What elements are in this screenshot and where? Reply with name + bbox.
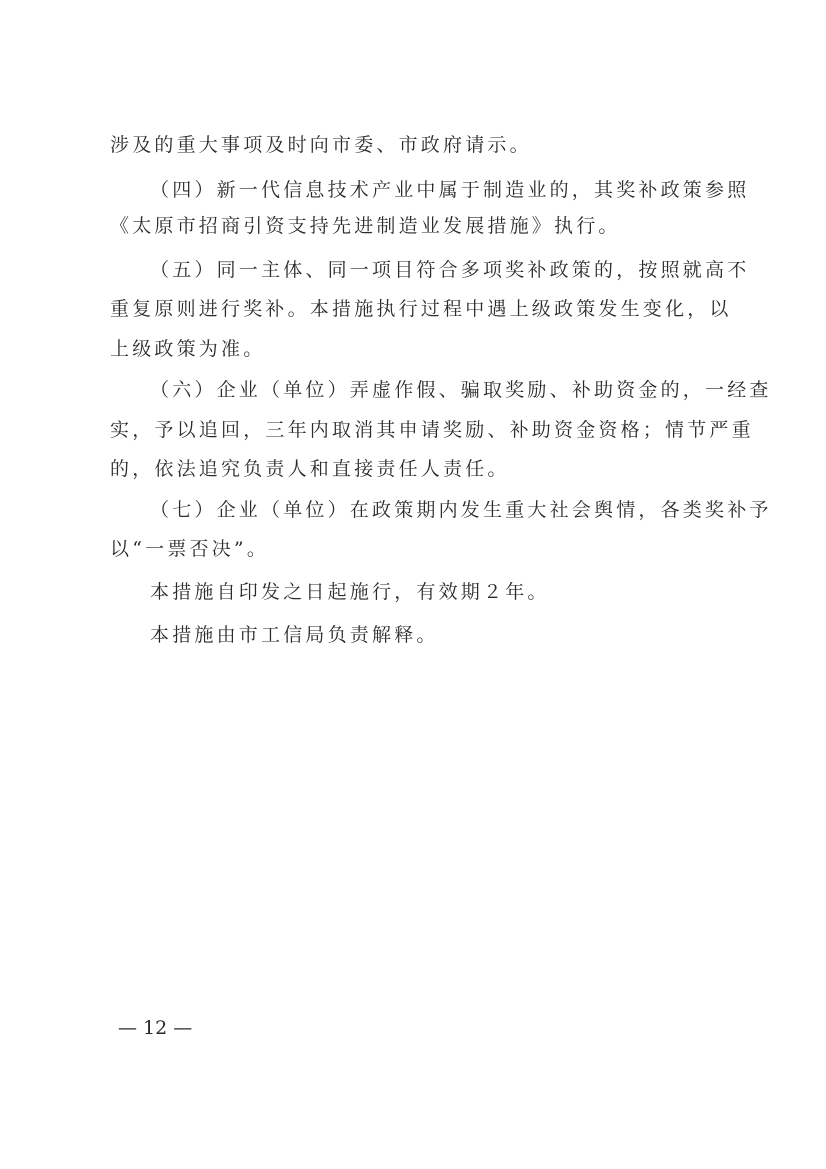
- text-line: （四）新一代信息技术产业中属于制造业的，其奖补政策参照: [150, 179, 750, 201]
- page-number: — 12 —: [118, 1017, 193, 1039]
- text-line: （六）企业（单位）弄虚作假、骗取奖励、补助资金的，一经查: [150, 379, 772, 401]
- text-line: （五）同一主体、同一项目符合多项奖补政策的，按照就高不: [150, 259, 750, 281]
- text-line: 实，予以追回，三年内取消其申请奖励、补助资金资格；情节严重: [110, 419, 754, 441]
- text-line: 的，依法追究负责人和直接责任人责任。: [110, 458, 510, 480]
- text-line: 重复原则进行奖补。本措施执行过程中遇上级政策发生变化，以: [110, 298, 732, 320]
- text-line: 涉及的重大事项及时向市委、市政府请示。: [110, 134, 532, 156]
- text-line: （七）企业（单位）在政策期内发生重大社会舆情，各类奖补予: [150, 499, 772, 521]
- text-line: 本措施自印发之日起施行，有效期２年。: [150, 581, 550, 603]
- text-line: 以“一票否决”。: [110, 538, 270, 560]
- text-line: 本措施由市工信局负责解释。: [150, 624, 439, 646]
- text-line: 《太原市招商引资支持先进制造业发展措施》执行。: [110, 215, 621, 237]
- text-line: 上级政策为准。: [110, 338, 266, 360]
